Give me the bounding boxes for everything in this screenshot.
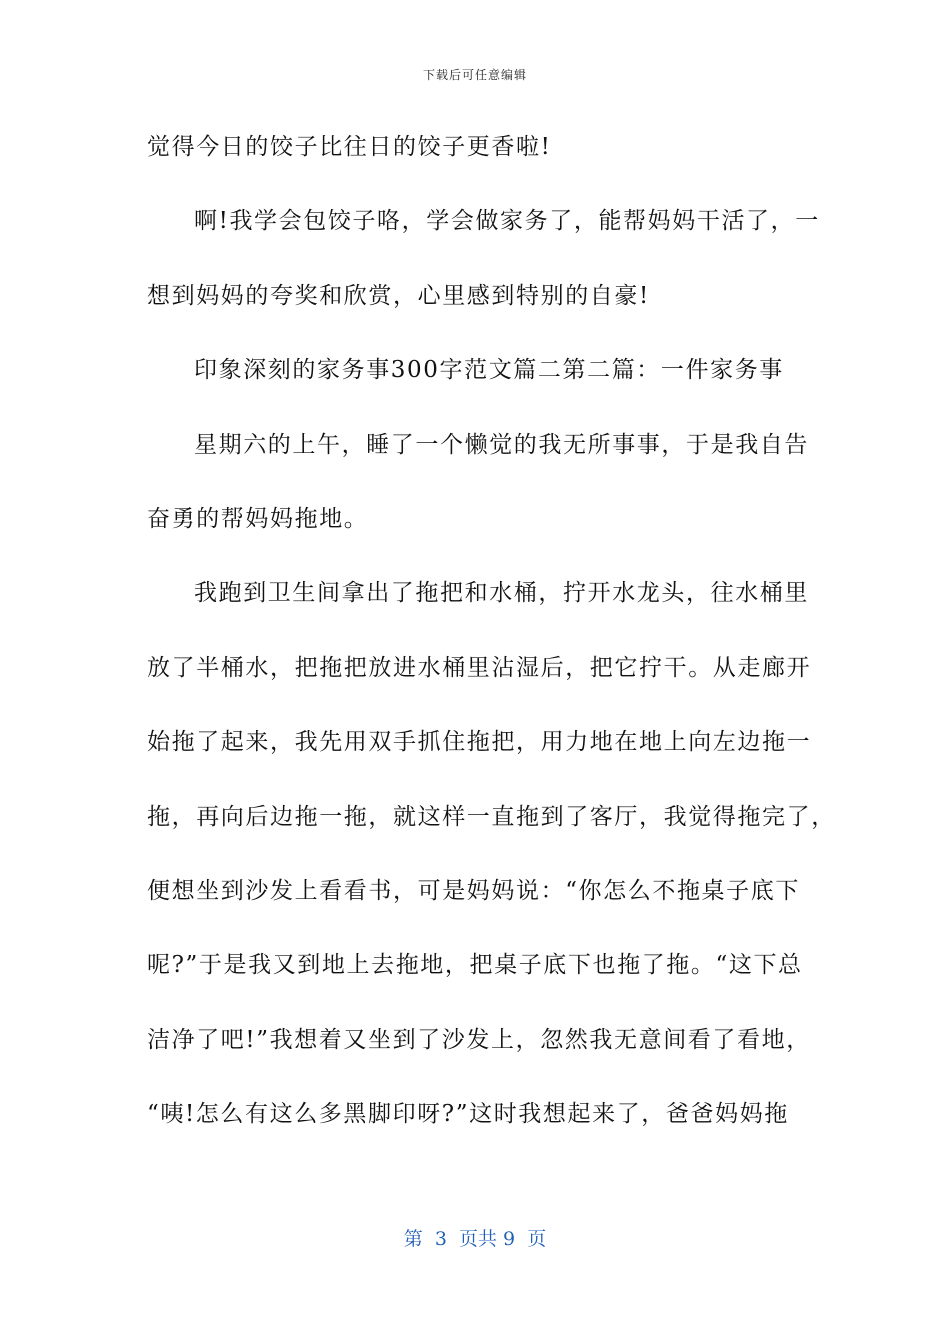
text-line: 印象深刻的家务事300字范文篇二第二篇：一件家务事 (194, 357, 784, 384)
text-line: 呢?”于是我又到地上去拖地，把桌子底下也拖了拖。“这下总 (147, 952, 803, 979)
text-line: 始拖了起来，我先用双手抓住拖把，用力地在地上向左边拖一 (147, 729, 812, 756)
page-header: 下载后可任意编辑 (422, 68, 527, 82)
text-line: 我跑到卫生间拿出了拖把和水桶，拧开水龙头，往水桶里 (194, 580, 809, 607)
document-body (147, 125, 836, 1166)
text-line: 想到妈妈的夸奖和欣赏，心里感到特别的自豪! (147, 282, 650, 309)
page-number-footer: 第 3 页共 9 页 (403, 1228, 547, 1250)
text-line: 啊!我学会包饺子咯，学会做家务了，能帮妈妈干活了，一 (194, 208, 820, 235)
text-line: 洁净了吧!”我想着又坐到了沙发上，忽然我无意间看了看地， (147, 1026, 811, 1053)
text-line: 拖，再向后边拖一拖，就这样一直拖到了客厅，我觉得拖完了， (147, 803, 836, 830)
text-line: 星期六的上午，睡了一个懒觉的我无所事事，于是我自告 (194, 431, 809, 458)
text-line: “咦!怎么有这么多黑脚印呀?”这时我想起来了，爸爸妈妈拖 (147, 1101, 789, 1128)
text-line: 便想坐到沙发上看看书，可是妈妈说：“你怎么不拖桌子底下 (147, 877, 800, 904)
text-line: 奋勇的帮妈妈拖地。 (147, 505, 369, 532)
text-line: 觉得今日的饺子比往日的饺子更香啦! (147, 134, 552, 160)
text-line: 放了半桶水，把拖把放进水桶里沾湿后，把它拧干。从走廊开 (147, 654, 812, 681)
